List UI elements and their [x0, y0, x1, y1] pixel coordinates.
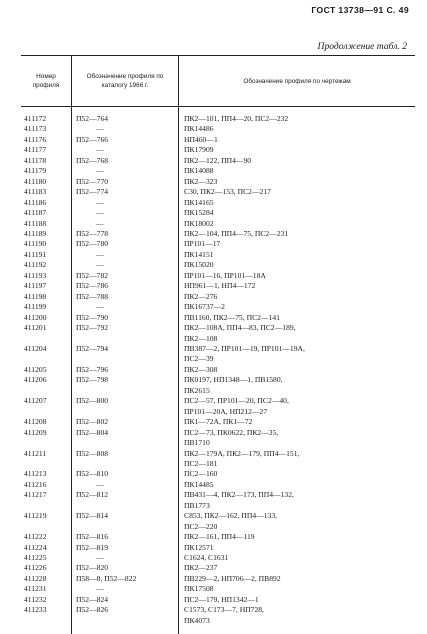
profile-number-cell: [21, 292, 71, 302]
catalog-designation-cell: [71, 198, 178, 208]
catalog-designation-cell: [71, 281, 178, 291]
cell-line: ПК2—323: [184, 176, 218, 186]
drawing-designation-cell: [178, 239, 415, 249]
profile-number-cell: [21, 177, 71, 187]
catalog-designation-cell: [71, 417, 178, 427]
cell-line: —: [96, 553, 104, 563]
drawing-designation-cell: [178, 469, 415, 479]
profile-number-cell: [21, 344, 71, 365]
cell-line: ПК2—108: [184, 333, 218, 343]
drawing-designation-cell: [178, 229, 415, 239]
cell-line: НП460—1: [184, 134, 218, 144]
cell-line: ПК2—308: [184, 364, 218, 374]
cell-line: ПК0197, НП1348—1, ПВ1580,: [184, 375, 283, 385]
cell-line: ПР101—16, ПР101—18А: [184, 270, 266, 280]
drawing-designation-cell: [178, 375, 415, 396]
drawing-designation-cell: [178, 271, 415, 281]
cell-line: 411213: [24, 469, 47, 479]
cell-line: П52—802: [76, 417, 109, 427]
cell-line: П52—792: [76, 323, 109, 333]
cell-line: П52—804: [76, 427, 109, 437]
profile-number-cell: [21, 271, 71, 281]
cell-line: —: [96, 302, 104, 312]
catalog-designation-cell: [71, 239, 178, 249]
catalog-designation-cell: [71, 511, 178, 532]
drawing-designation-cell: [178, 532, 415, 542]
drawing-designation-cell: [178, 595, 415, 605]
catalog-designation-cell: [71, 553, 178, 563]
profile-number-cell: [21, 124, 71, 134]
catalog-designation-cell: [71, 166, 178, 176]
profile-number-cell: [21, 480, 71, 490]
cell-line: 411232: [24, 594, 47, 604]
profile-number-cell: [21, 281, 71, 291]
drawing-designation-cell: [178, 177, 415, 187]
catalog-designation-cell: [71, 605, 178, 626]
cell-line: ПК2—161, ПП4—119: [184, 532, 255, 542]
catalog-designation-cell: [71, 574, 178, 584]
cell-line: ПР101—20А, НП212—27: [184, 406, 268, 416]
cell-line: ПК17508: [184, 584, 214, 594]
catalog-designation-cell: [71, 187, 178, 197]
profile-number-cell: [21, 563, 71, 573]
catalog-designation-cell: [71, 124, 178, 134]
profile-number-cell: [21, 323, 71, 344]
cell-line: 411224: [24, 542, 47, 552]
drawing-designation-cell: [178, 135, 415, 145]
catalog-designation-cell: [71, 469, 178, 479]
cell-line: ПК2—179А, ПК2—179, ПП4—151,: [184, 448, 300, 458]
cell-line: 411206: [24, 375, 47, 385]
cell-line: 411183: [24, 187, 47, 197]
cell-line: 411231: [24, 584, 47, 594]
page-header: ГОСТ 13738—91 С. 49: [311, 5, 409, 15]
catalog-designation-cell: [71, 260, 178, 270]
drawing-designation-cell: [178, 396, 415, 417]
drawing-designation-cell: [178, 553, 415, 563]
cell-line: П52—786: [76, 281, 109, 291]
cell-line: 411205: [24, 364, 47, 374]
catalog-designation-cell: [71, 114, 178, 124]
cell-line: ПК12571: [184, 542, 214, 552]
cell-line: 411177: [24, 145, 47, 155]
cell-line: ПК2615: [184, 385, 210, 395]
catalog-designation-cell: [71, 313, 178, 323]
catalog-designation-cell: [71, 584, 178, 594]
cell-line: П58—8, П52—822: [76, 573, 137, 583]
catalog-designation-cell: [71, 543, 178, 553]
cell-line: П52—780: [76, 239, 109, 249]
profile-number-cell: [21, 313, 71, 323]
drawing-designation-cell: [178, 605, 415, 626]
profile-number-cell: [21, 145, 71, 155]
drawing-designation-cell: [178, 219, 415, 229]
cell-line: П52—826: [76, 605, 109, 615]
catalog-designation-cell: [71, 365, 178, 375]
profile-number-cell: [21, 595, 71, 605]
cell-line: —: [96, 479, 104, 489]
profile-number-cell: [21, 135, 71, 145]
cell-line: 411208: [24, 417, 47, 427]
cell-line: 411172: [24, 114, 47, 123]
profile-number-cell: [21, 365, 71, 375]
profile-number-cell: [21, 229, 71, 239]
drawing-designation-cell: [178, 187, 415, 197]
cell-line: ПК4073: [184, 615, 210, 625]
profile-number-cell: [21, 302, 71, 312]
cell-line: П52—824: [76, 594, 109, 604]
cell-line: 411204: [24, 343, 47, 353]
cell-line: 411217: [24, 490, 47, 500]
cell-line: 411179: [24, 166, 47, 176]
cell-line: П52—782: [76, 270, 109, 280]
cell-line: ПК14485: [184, 479, 214, 489]
cell-line: П52—808: [76, 448, 109, 458]
cell-line: 411211: [24, 448, 47, 458]
cell-line: 411219: [24, 511, 47, 521]
cell-line: 411222: [24, 532, 47, 542]
column-header-profile-number: Номер профиля: [32, 73, 60, 89]
table-header: [21, 56, 415, 107]
cell-line: 411209: [24, 427, 47, 437]
profile-number-cell: [21, 417, 71, 427]
table-caption: Продолжение табл. 2: [317, 41, 407, 52]
cell-line: ПВ387—2, ПР101—19, ПР101—19А,: [184, 343, 305, 353]
drawing-designation-cell: [178, 313, 415, 323]
cell-line: П52—800: [76, 396, 109, 406]
drawing-designation-cell: [178, 156, 415, 166]
drawing-designation-cell: [178, 574, 415, 584]
cell-line: П52—796: [76, 364, 109, 374]
cell-line: П52—766: [76, 134, 109, 144]
drawing-designation-cell: [178, 260, 415, 270]
cell-line: —: [96, 249, 104, 259]
profile-number-cell: [21, 239, 71, 249]
cell-line: ПК14088: [184, 166, 214, 176]
cell-line: П52—816: [76, 532, 109, 542]
cell-line: П52—774: [76, 187, 109, 197]
catalog-designation-cell: [71, 396, 178, 417]
drawing-designation-cell: [178, 344, 415, 365]
profile-number-cell: [21, 396, 71, 417]
cell-line: П52—790: [76, 312, 109, 322]
cell-line: 411192: [24, 260, 47, 270]
profile-number-cell: [21, 166, 71, 176]
cell-line: ПС2—179, НП1342—1: [184, 594, 259, 604]
catalog-designation-cell: [71, 323, 178, 344]
catalog-designation-cell: [71, 595, 178, 605]
drawing-designation-cell: [178, 449, 415, 470]
cell-line: П52—764: [76, 114, 109, 123]
cell-line: ПС2—73, ПК0622, ПК2—35,: [184, 427, 279, 437]
cell-line: 411198: [24, 291, 47, 301]
profile-number-cell: [21, 428, 71, 449]
cell-line: ПК2—101, ПП4—20, ПС2—232: [184, 114, 289, 123]
cell-line: 411191: [24, 249, 47, 259]
profile-table: [21, 55, 415, 626]
cell-line: —: [96, 208, 104, 218]
cell-line: П52—819: [76, 542, 109, 552]
drawing-designation-cell: [178, 480, 415, 490]
cell-line: 411200: [24, 312, 47, 322]
profile-number-cell: [21, 187, 71, 197]
drawing-designation-cell: [178, 584, 415, 594]
catalog-designation-cell: [71, 156, 178, 166]
cell-line: 411186: [24, 197, 47, 207]
cell-line: 411178: [24, 155, 47, 165]
drawing-designation-cell: [178, 281, 415, 291]
drawing-designation-cell: [178, 543, 415, 553]
catalog-designation-cell: [71, 219, 178, 229]
cell-line: ПВ229—2, НП706—2, ПВ892: [184, 573, 281, 583]
profile-number-cell: [21, 574, 71, 584]
catalog-designation-cell: [71, 375, 178, 396]
cell-line: П52—794: [76, 343, 109, 353]
cell-line: ПС2—39: [184, 354, 214, 364]
cell-line: С853, ПК2—162, ПП4—133,: [184, 511, 278, 521]
catalog-designation-cell: [71, 229, 178, 239]
profile-number-cell: [21, 198, 71, 208]
cell-line: 411193: [24, 270, 47, 280]
cell-line: ПК14486: [184, 124, 214, 134]
cell-line: 411228: [24, 573, 47, 583]
cell-line: ПВ431—4, ПК2—173, ПП4—132,: [184, 490, 294, 500]
cell-line: ПС2—160: [184, 469, 218, 479]
cell-line: 411201: [24, 323, 47, 333]
profile-number-cell: [21, 449, 71, 470]
catalog-designation-cell: [71, 271, 178, 281]
drawing-designation-cell: [178, 490, 415, 511]
cell-line: ПВ1160, ПК2—75, ПС2—141: [184, 312, 280, 322]
drawing-designation-cell: [178, 302, 415, 312]
catalog-designation-cell: [71, 208, 178, 218]
drawing-designation-cell: [178, 145, 415, 155]
cell-line: 411207: [24, 396, 47, 406]
drawing-designation-cell: [178, 511, 415, 532]
drawing-designation-cell: [178, 292, 415, 302]
drawing-designation-cell: [178, 114, 415, 124]
cell-line: ПС2—57, ПР101—20, ПС2—40,: [184, 396, 289, 406]
cell-line: С30, ПК2—153, ПС2—217: [184, 187, 271, 197]
cell-line: 411199: [24, 302, 47, 312]
cell-line: —: [96, 218, 104, 228]
cell-line: —: [96, 197, 104, 207]
profile-number-cell: [21, 250, 71, 260]
cell-line: П52—810: [76, 469, 109, 479]
cell-line: ПК2—108А, ПП4—83, ПС2—189,: [184, 323, 296, 333]
cell-line: П52—798: [76, 375, 109, 385]
cell-line: П52—820: [76, 563, 109, 573]
cell-line: ПВ1773: [184, 500, 210, 510]
cell-line: ПК15020: [184, 260, 214, 270]
cell-line: ПС2—220: [184, 521, 218, 531]
profile-number-cell: [21, 375, 71, 396]
cell-line: —: [96, 584, 104, 594]
profile-number-cell: [21, 114, 71, 124]
cell-line: 411180: [24, 176, 47, 186]
drawing-designation-cell: [178, 208, 415, 218]
cell-line: 411176: [24, 134, 47, 144]
cell-line: 411189: [24, 228, 47, 238]
cell-line: ПК16737—2: [184, 302, 225, 312]
drawing-designation-cell: [178, 365, 415, 375]
profile-number-cell: [21, 208, 71, 218]
profile-number-cell: [21, 511, 71, 532]
profile-number-cell: [21, 490, 71, 511]
catalog-designation-cell: [71, 490, 178, 511]
cell-line: ПК2—104, ПП4—75, ПС2—231: [184, 228, 289, 238]
profile-number-cell: [21, 469, 71, 479]
cell-line: ПС2—181: [184, 458, 218, 468]
cell-line: С1573, С173—7, НП728,: [184, 605, 264, 615]
catalog-designation-cell: [71, 250, 178, 260]
cell-line: С1624, С1631: [184, 553, 229, 563]
cell-line: 411190: [24, 239, 47, 249]
drawing-designation-cell: [178, 428, 415, 449]
cell-line: ПК17909: [184, 145, 214, 155]
cell-line: П52—814: [76, 511, 109, 521]
cell-line: 411233: [24, 605, 47, 615]
catalog-designation-cell: [71, 292, 178, 302]
cell-line: ПК15284: [184, 208, 214, 218]
catalog-designation-cell: [71, 344, 178, 365]
drawing-designation-cell: [178, 166, 415, 176]
cell-line: 411173: [24, 124, 47, 134]
profile-number-cell: [21, 219, 71, 229]
drawing-designation-cell: [178, 563, 415, 573]
profile-number-cell: [21, 532, 71, 542]
catalog-designation-cell: [71, 428, 178, 449]
profile-number-cell: [21, 553, 71, 563]
cell-line: ПК18002: [184, 218, 214, 228]
cell-line: П52—788: [76, 291, 109, 301]
cell-line: —: [96, 124, 104, 134]
profile-number-cell: [21, 605, 71, 626]
profile-number-cell: [21, 156, 71, 166]
drawing-designation-cell: [178, 323, 415, 344]
profile-number-cell: [21, 260, 71, 270]
cell-line: 411225: [24, 553, 47, 563]
column-header-drawing-designation: Обозначение профиля по чертежам: [178, 56, 415, 106]
catalog-designation-cell: [71, 135, 178, 145]
catalog-designation-cell: [71, 563, 178, 573]
table-body: [21, 107, 415, 626]
cell-line: 411226: [24, 563, 47, 573]
cell-line: П52—812: [76, 490, 109, 500]
catalog-designation-cell: [71, 449, 178, 470]
cell-line: ПК2—276: [184, 291, 218, 301]
cell-line: —: [96, 260, 104, 270]
catalog-designation-cell: [71, 302, 178, 312]
cell-line: ПК2—122, ПП4—90: [184, 155, 252, 165]
column-header-catalog-designation: Обозначение профиля по каталогу 1966 г.: [71, 56, 178, 106]
cell-line: —: [96, 145, 104, 155]
cell-line: 411187: [24, 208, 47, 218]
cell-line: П52—768: [76, 155, 109, 165]
cell-line: —: [96, 166, 104, 176]
cell-line: 411197: [24, 281, 47, 291]
drawing-designation-cell: [178, 124, 415, 134]
catalog-designation-cell: [71, 145, 178, 155]
drawing-designation-cell: [178, 198, 415, 208]
profile-number-cell: [21, 584, 71, 594]
drawing-designation-cell: [178, 250, 415, 260]
catalog-designation-cell: [71, 480, 178, 490]
catalog-designation-cell: [71, 177, 178, 187]
cell-line: ПР101—17: [184, 239, 221, 249]
cell-line: ПК1—72А, ПК1—72: [184, 417, 253, 427]
drawing-designation-cell: [178, 417, 415, 427]
cell-line: ПВ1710: [184, 438, 210, 448]
cell-line: 411216: [24, 479, 47, 489]
cell-line: 411188: [24, 218, 47, 228]
catalog-designation-cell: [71, 532, 178, 542]
cell-line: П52—778: [76, 228, 109, 238]
cell-line: ПК14151: [184, 249, 214, 259]
cell-line: П52—770: [76, 176, 109, 186]
cell-line: НП961—1, НП4—172: [184, 281, 256, 291]
cell-line: ПК2—237: [184, 563, 218, 573]
profile-number-cell: [21, 543, 71, 553]
cell-line: ПК14165: [184, 197, 214, 207]
